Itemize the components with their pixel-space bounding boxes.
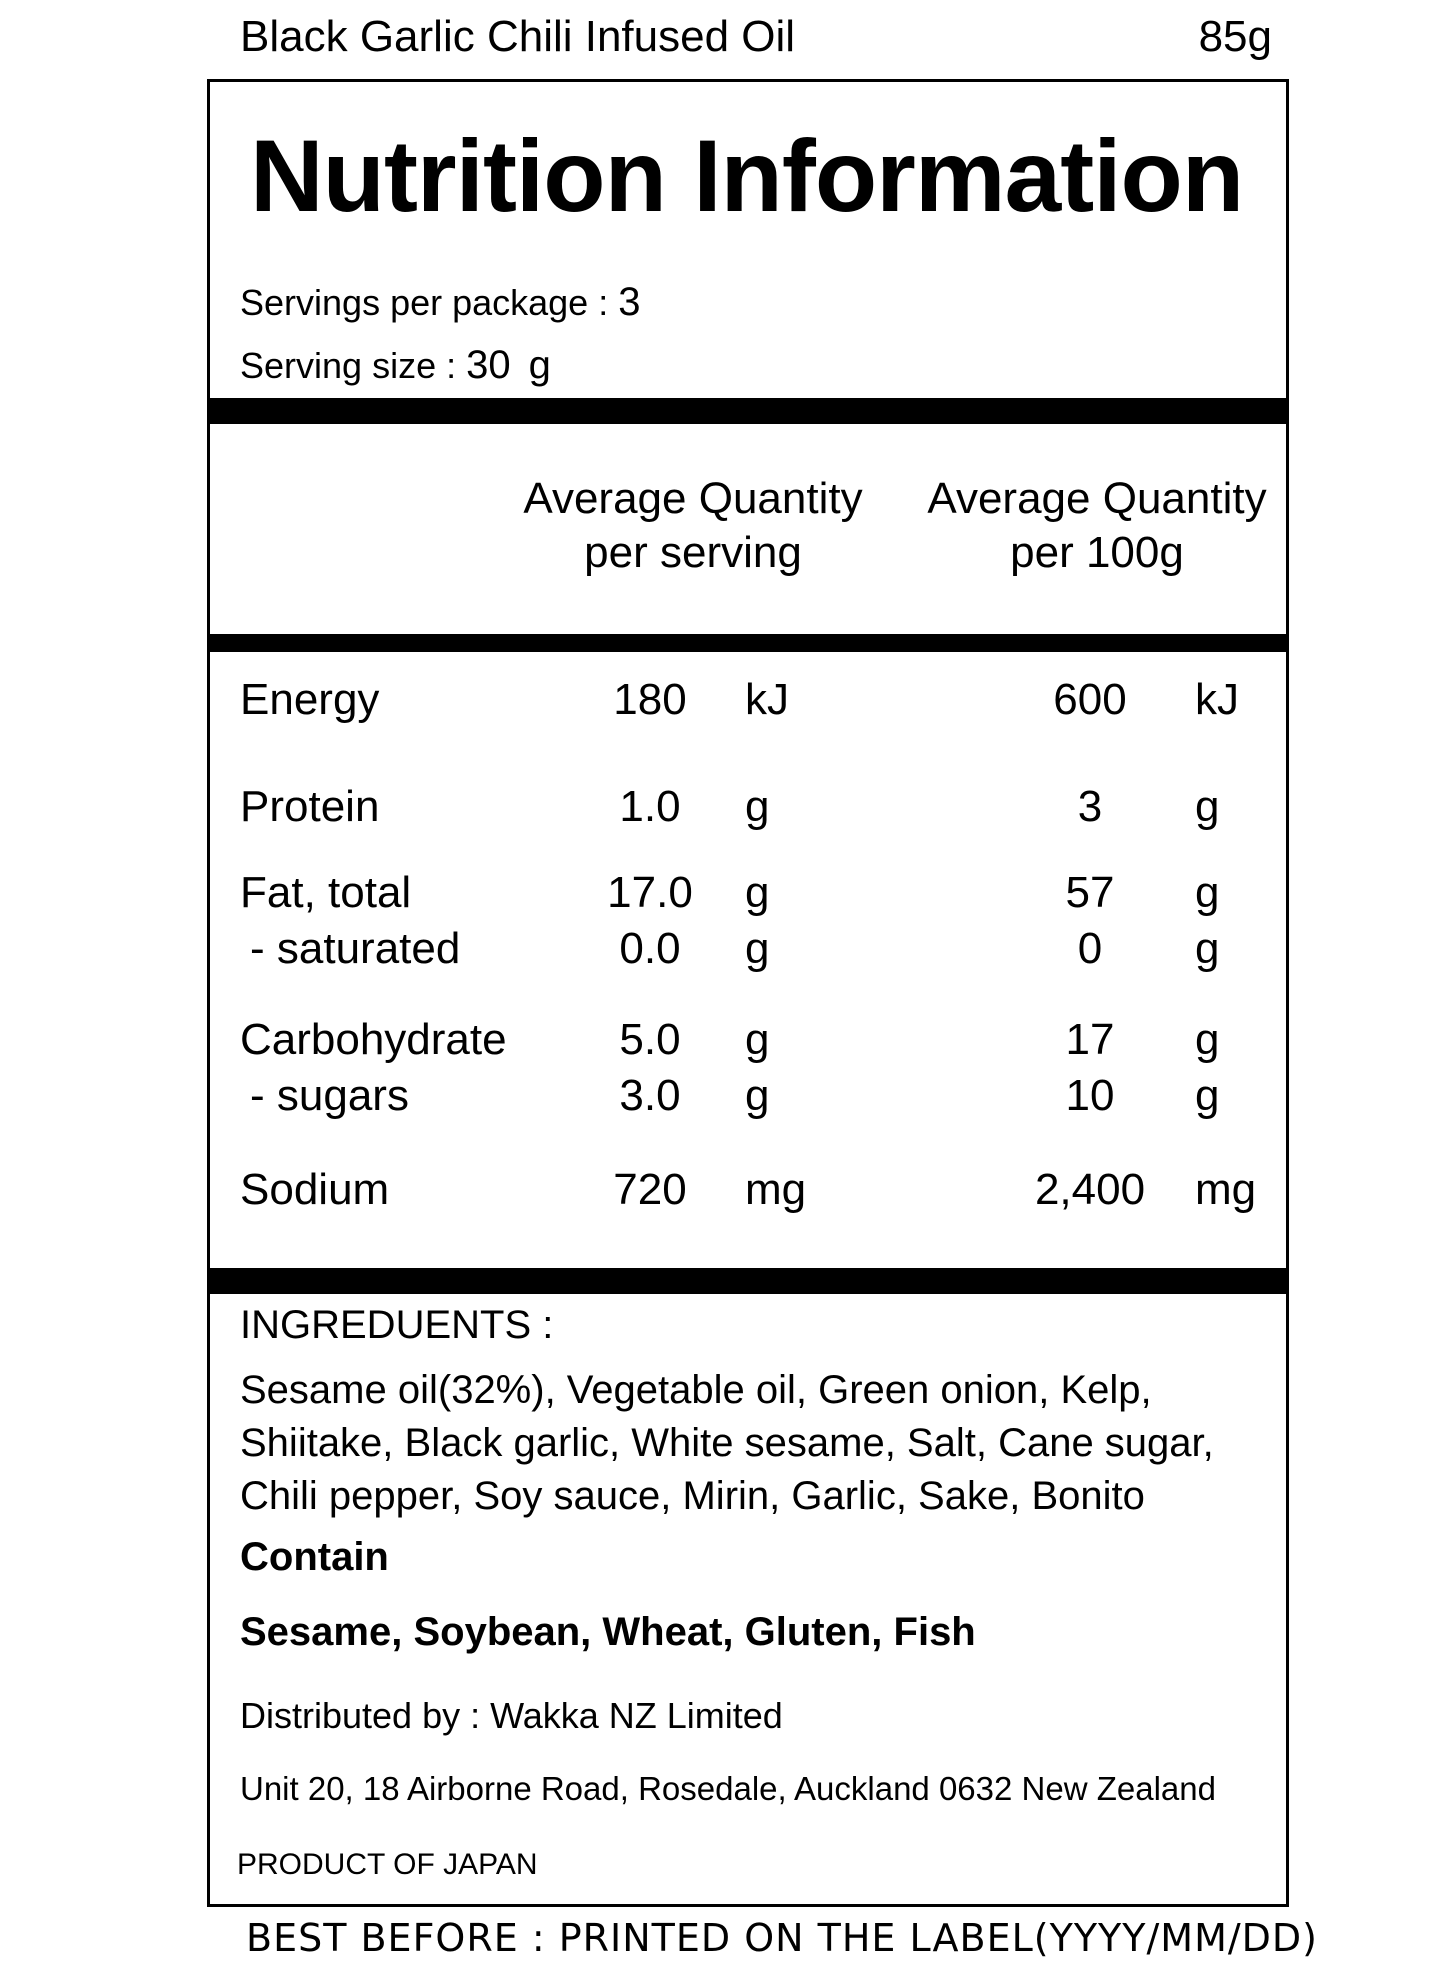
saturated-100g-unit: g — [1195, 924, 1220, 973]
servings-label: Servings per package : — [240, 282, 609, 323]
column-header-line: Average Quantity — [523, 474, 863, 523]
sugars-100g-unit: g — [1195, 1071, 1220, 1120]
serving-size-value: 30 — [466, 343, 511, 387]
best-before-note: BEST BEFORE : PRINTED ON THE LABEL(YYYY/MM/DD) — [246, 1916, 1318, 1960]
nutrient-label-fat-total: Fat, total — [240, 868, 412, 917]
column-header-line: per serving — [584, 528, 802, 577]
energy-100g-unit: kJ — [1195, 675, 1239, 724]
distributor-line: Distributed by : Wakka NZ Limited — [240, 1695, 783, 1736]
fat-per-serving: 17.0 — [607, 868, 693, 917]
energy-per-serving: 180 — [613, 675, 687, 724]
sodium-100g-unit: mg — [1195, 1165, 1257, 1214]
distributor-address: Unit 20, 18 Airborne Road, Rosedale, Auckland 0632 New Zealand — [240, 1770, 1216, 1807]
servings-value: 3 — [618, 280, 641, 324]
product-name: Black Garlic Chili Infused Oil — [240, 12, 796, 61]
column-header-per-serving — [508, 472, 878, 580]
allergens-heading: Contain — [240, 1535, 389, 1579]
serving-size-label: Serving size : — [240, 345, 457, 386]
fat-serving-unit: g — [745, 868, 770, 917]
sodium-serving-unit: mg — [745, 1165, 807, 1214]
protein-per-100g: 3 — [1077, 782, 1103, 831]
nutrient-label-protein: Protein — [240, 782, 380, 831]
saturated-per-100g: 0 — [1077, 924, 1103, 973]
servings-per-package — [240, 280, 640, 325]
serving-size-unit: g — [528, 343, 551, 387]
nutrient-label-saturated: - saturated — [250, 924, 461, 973]
nutrient-label-energy: Energy — [240, 675, 380, 724]
energy-per-100g: 600 — [1053, 675, 1127, 724]
protein-100g-unit: g — [1195, 782, 1220, 831]
sodium-per-serving: 720 — [613, 1165, 687, 1214]
carbohydrate-100g-unit: g — [1195, 1015, 1220, 1064]
panel-title: Nutrition Information — [250, 119, 1244, 233]
serving-size — [240, 343, 551, 388]
column-header-per-100g — [912, 472, 1282, 580]
ingredients-heading: INGREDUENTS : — [240, 1303, 554, 1347]
energy-serving-unit: kJ — [745, 675, 789, 724]
country-of-origin: PRODUCT OF JAPAN — [237, 1848, 538, 1881]
saturated-per-serving: 0.0 — [619, 924, 681, 973]
sugars-per-100g: 10 — [1065, 1071, 1115, 1120]
divider-bar — [207, 1268, 1289, 1294]
protein-serving-unit: g — [745, 782, 770, 831]
sugars-per-serving: 3.0 — [619, 1071, 681, 1120]
nutrient-label-carbohydrate: Carbohydrate — [240, 1015, 507, 1064]
carbohydrate-per-100g: 17 — [1065, 1015, 1115, 1064]
protein-per-serving: 1.0 — [619, 782, 681, 831]
carbohydrate-serving-unit: g — [745, 1015, 770, 1064]
nutrient-label-sugars: - sugars — [250, 1071, 409, 1120]
saturated-serving-unit: g — [745, 924, 770, 973]
nutrient-label-sodium: Sodium — [240, 1165, 390, 1214]
net-weight: 85g — [1198, 12, 1272, 61]
carbohydrate-per-serving: 5.0 — [619, 1015, 681, 1064]
ingredients-list: Sesame oil(32%), Vegetable oil, Green onion, Kelp, Shiitake, Black garlic, White sesame, Salt, Cane sugar, Chili pepper, Soy sauce, Mirin, Garlic, Sake, Bonito — [240, 1368, 1214, 1518]
allergens-list: Sesame, Soybean, Wheat, Gluten, Fish — [240, 1610, 976, 1654]
sodium-per-100g: 2,400 — [1034, 1165, 1146, 1214]
fat-100g-unit: g — [1195, 868, 1220, 917]
sugars-serving-unit: g — [745, 1071, 770, 1120]
column-header-line: per 100g — [1010, 528, 1184, 577]
column-header-line: Average Quantity — [927, 474, 1267, 523]
fat-per-100g: 57 — [1065, 868, 1115, 917]
divider-bar — [207, 398, 1289, 424]
divider-bar — [207, 634, 1289, 652]
